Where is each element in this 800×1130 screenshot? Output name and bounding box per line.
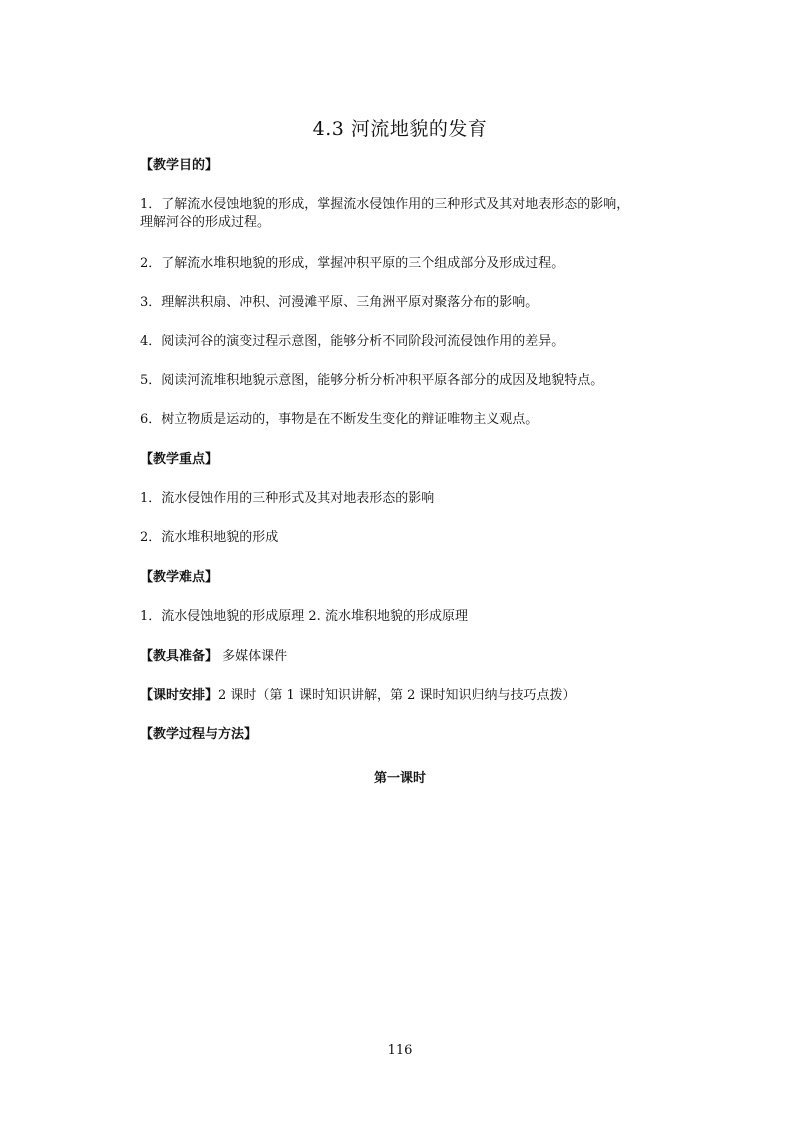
objective-2: 2．了解流水堆积地貌的形成，掌握冲积平原的三个组成部分及形成过程。 <box>140 256 565 271</box>
tools-text: 多媒体课件 <box>218 649 288 664</box>
objective-6: 6．树立物质是运动的，事物是在不断发生变化的辩证唯物主义观点。 <box>140 412 539 427</box>
objective-1-line-1: 1．了解流水侵蚀地貌的形成，掌握流水侵蚀作用的三种形式及其对地表形态的影响， <box>140 197 630 212</box>
tools-line <box>140 648 287 665</box>
objectives-heading: 【教学目的】 <box>140 158 219 173</box>
difficulties-heading: 【教学难点】 <box>140 570 219 585</box>
schedule-heading: 【课时安排】 <box>140 688 219 703</box>
document-title: 4.3 河流地貌的发育 <box>312 118 488 140</box>
objective-4: 4．阅读河谷的演变过程示意图，能够分析不同阶段河流侵蚀作用的差异。 <box>140 334 565 349</box>
page-number: 116 <box>387 1043 413 1058</box>
key-points-heading: 【教学重点】 <box>140 452 219 467</box>
tools-heading: 【教具准备】 <box>140 649 219 664</box>
lesson-title: 第一课时 <box>373 771 426 786</box>
key-point-2: 2．流水堆积地貌的形成 <box>140 530 279 545</box>
difficulties-text: 1．流水侵蚀地貌的形成原理 2. 流水堆积地貌的形成原理 <box>140 609 468 624</box>
process-heading: 【教学过程与方法】 <box>140 727 258 742</box>
objective-1-line-2: 理解河谷的形成过程。 <box>140 215 271 230</box>
schedule-line <box>140 687 576 704</box>
objective-3: 3．理解洪积扇、冲积、河漫滩平原、三角洲平原对聚落分布的影响。 <box>140 295 539 310</box>
objective-5: 5．阅读河流堆积地貌示意图，能够分析分析冲积平原各部分的成因及地貌特点。 <box>140 373 604 388</box>
key-point-1: 1．流水侵蚀作用的三种形式及其对地表形态的影响 <box>140 491 435 506</box>
schedule-text: 2 课时（第 1 课时知识讲解，第 2 课时知识归纳与技巧点拨） <box>218 688 576 703</box>
